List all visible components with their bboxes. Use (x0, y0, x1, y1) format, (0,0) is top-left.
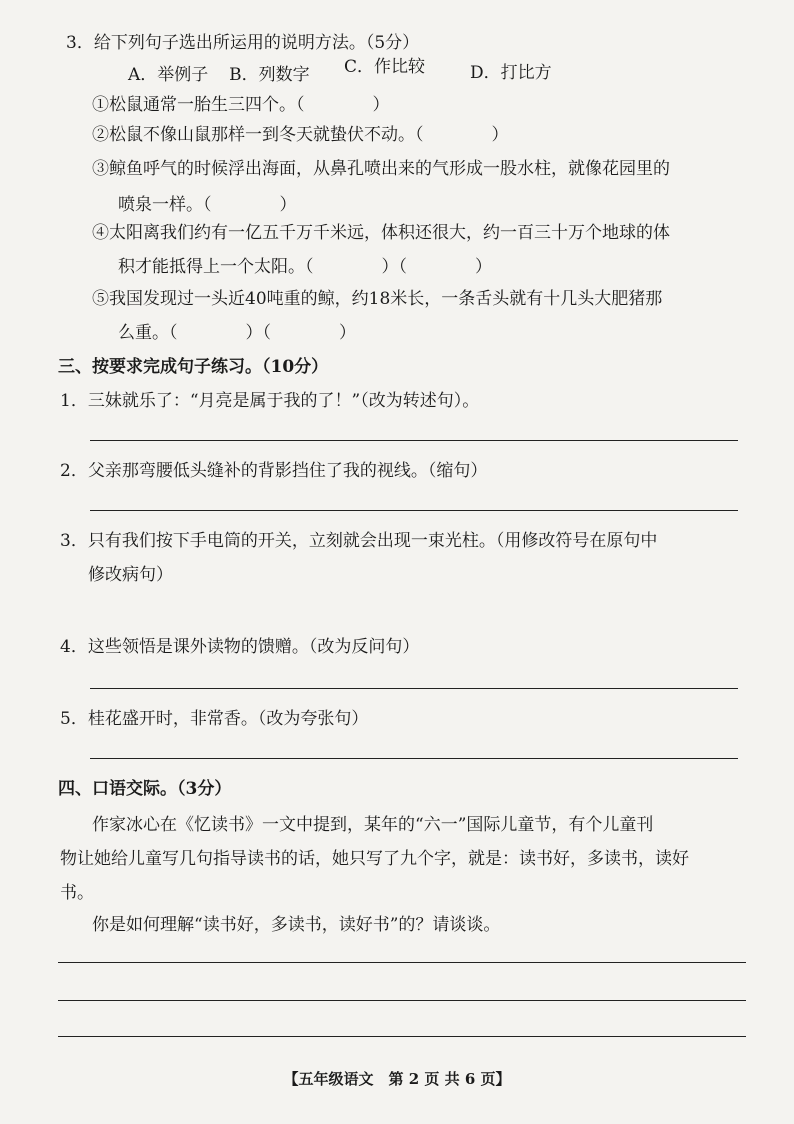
s4-para-line3: 书。 (60, 883, 94, 903)
section3-heading: 三、按要求完成句子练习。（10分） (58, 357, 329, 377)
answer-line-1[interactable] (90, 440, 738, 441)
q3-title: 3．给下列句子选出所运用的说明方法。（5分） (66, 33, 420, 53)
answer-line-s4-1[interactable] (58, 962, 746, 963)
s3-q3-line2: 修改病句） (88, 565, 173, 585)
s3-q4: 4．这些领悟是课外读物的馈赠。（改为反问句） (60, 637, 420, 657)
s4-para-line2: 物让她给儿童写几句指导读书的话，她只写了九个字，就是：读书好，多读书，读好 (60, 849, 689, 869)
option-c: C．作比较 (344, 57, 426, 77)
page-footer: 【五年级语文 第 2 页 共 6 页】 (283, 1070, 511, 1088)
answer-line-4[interactable] (90, 688, 738, 689)
q3-item-3-line1: ③鲸鱼呼气的时候浮出海面，从鼻孔喷出来的气形成一股水柱，就像花园里的 (92, 159, 670, 179)
s4-question: 你是如何理解“读书好，多读书，读好书”的？请谈谈。 (92, 915, 501, 935)
q3-item-1: ①松鼠通常一胎生三四个。（ ） (92, 95, 390, 115)
q3-item-5-line2: 么重。（ ）（ ） (118, 323, 356, 343)
option-b: B．列数字 (229, 65, 310, 85)
s3-q5: 5．桂花盛开时，非常香。（改为夸张句） (60, 709, 369, 729)
section4-heading: 四、口语交际。（3分） (58, 779, 232, 799)
q3-item-5-line1: ⑤我国发现过一头近40吨重的鲸，约18米长，一条舌头就有十几头大肥猪那 (92, 289, 663, 309)
q3-item-3-line2: 喷泉一样。（ ） (118, 195, 297, 215)
q3-options (128, 64, 310, 86)
answer-line-2[interactable] (90, 510, 738, 511)
answer-line-s4-3[interactable] (58, 1036, 746, 1037)
option-a: A．举例子 (128, 65, 209, 85)
s3-q3-line1: 3．只有我们按下手电筒的开关，立刻就会出现一束光柱。（用修改符号在原句中 (60, 531, 658, 551)
answer-line-s4-2[interactable] (58, 1000, 746, 1001)
s3-q1: 1．三妹就乐了：“月亮是属于我的了！”（改为转述句）。 (60, 391, 480, 411)
s3-q2: 2．父亲那弯腰低头缝补的背影挡住了我的视线。（缩句） (60, 461, 488, 481)
q3-item-2: ②松鼠不像山鼠那样一到冬天就蛰伏不动。（ ） (92, 125, 509, 145)
q3-item-4-line1: ④太阳离我们约有一亿五千万千米远，体积还很大，约一百三十万个地球的体 (92, 223, 670, 243)
answer-line-5[interactable] (90, 758, 738, 759)
option-d: D．打比方 (470, 63, 552, 83)
q3-item-4-line2: 积才能抵得上一个太阳。（ ）（ ） (118, 257, 492, 277)
s4-para-line1: 作家冰心在《忆读书》一文中提到，某年的“六一”国际儿童节，有个儿童刊 (92, 815, 654, 835)
